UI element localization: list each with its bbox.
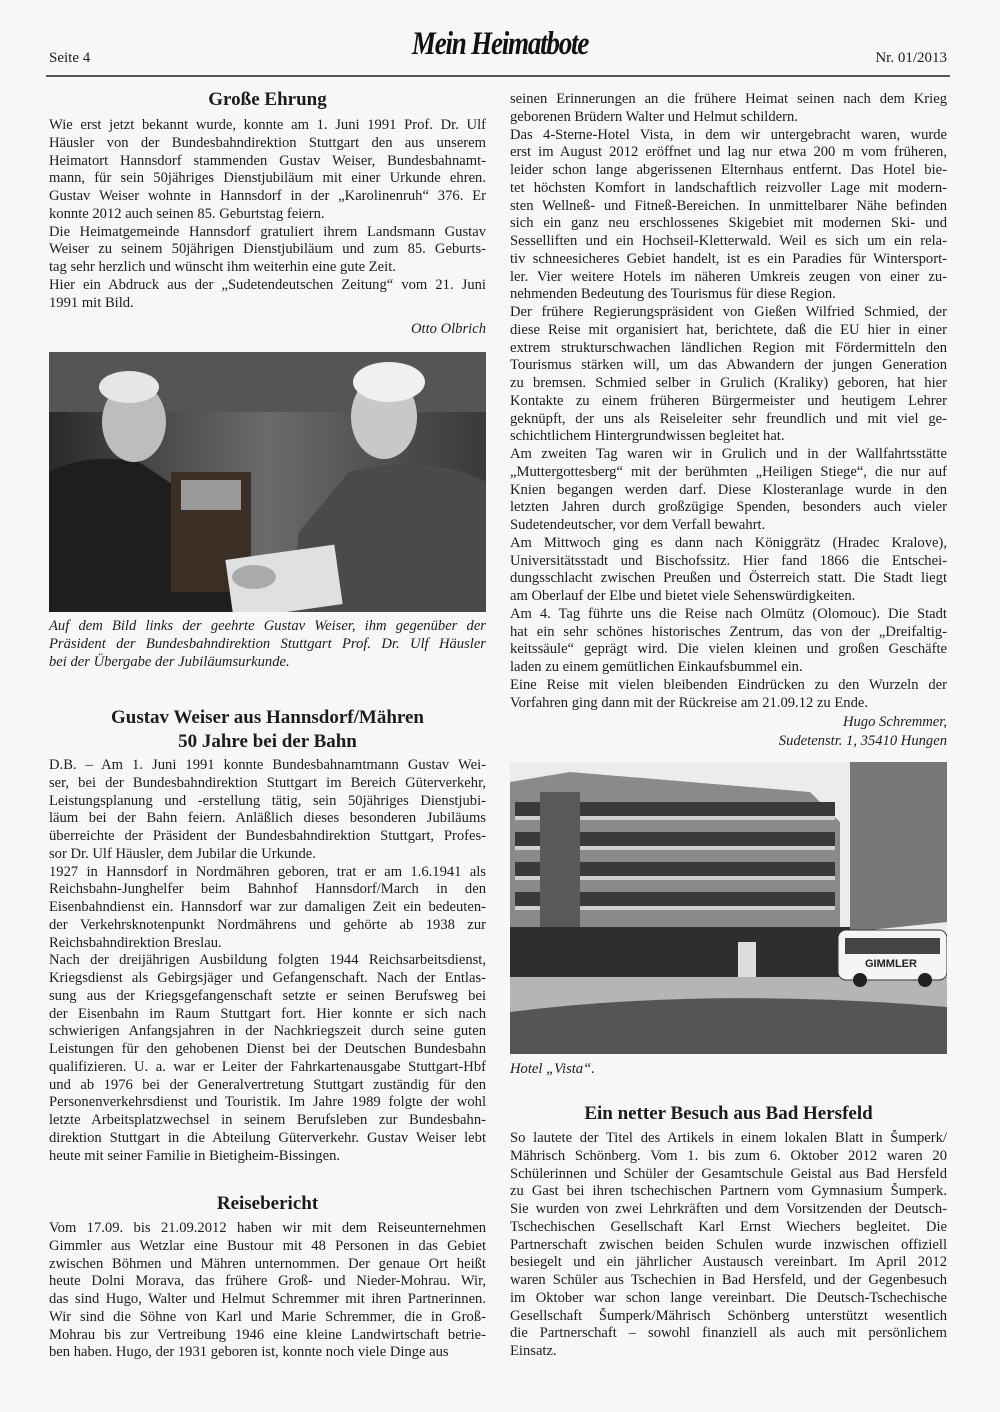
article-title-gustav-weiser-line2: 50 Jahre bei der Bahn <box>178 731 357 752</box>
text-line: Nach der dreijährigen Ausbildung folgten 1944 Reichsarbeitsdienst, <box>49 952 486 969</box>
caption-line: Präsident der Bundesbahndirektion Stuttgart Prof. Dr. Ulf Häusler <box>49 635 486 652</box>
text-line: zwischen Böhmen und Mähren unternommen. Der genaue Ort heißt <box>49 1255 486 1272</box>
text-line: extrem strukturschwachen ländlichen Region mit Fördermitteln den <box>510 339 947 356</box>
text-line: laden zu einem gemütlichen Einkaufsbummel ein. <box>510 659 803 675</box>
text-line: tiv schneesicheres Gebiet handelt, ist es ein Paradies für Wintersport- <box>510 250 947 267</box>
text-line: ser, bei der Bundesbahndirektion Stuttgart im Bereich Güterverkehr, <box>49 774 486 791</box>
article-body-bad-hersfeld <box>510 1130 947 1361</box>
text-line: Wir sind die Söhne von Karl und Marie Schremmer, die in Groß- <box>49 1308 486 1325</box>
article-author-address: Sudetenstr. 1, 35410 Hungen <box>778 733 947 749</box>
text-line: Einsatz. <box>510 1343 557 1359</box>
text-line: Personenverkehrsdienst und Touristik. Im Jahre 1989 folgte der wohl <box>49 1094 486 1111</box>
text-line: D.B. – Am 1. Juni 1991 konnte Bundesbahnamtmann Gustav Wei- <box>49 757 486 773</box>
text-line: ben haben. Hugo, der 1931 geboren ist, konnte noch viele Dinge aus <box>49 1344 449 1361</box>
text-line: nehmenden Bedeutung des Tourismus für diese Region. <box>510 286 836 303</box>
text-line: keitssäule“ geprägt wird. Die vielen kleinen und großen Geschäfte <box>510 641 947 658</box>
text-line: zu bremsen. Schmied selber in Grulich (Kraliky) geboren, hat hier <box>510 375 947 391</box>
article-body-reisebericht-part2 <box>510 91 947 712</box>
text-line: Tschechischen Gesellschaft Karl Ernst Wiechers begleitet. Die <box>510 1218 947 1235</box>
text-line: Hier ein Abdruck aus der „Sudetendeutschen Zeitung“ vom 21. Juni <box>49 276 486 293</box>
article-title-gustav-weiser-line1: Gustav Weiser aus Hannsdorf/Mähren <box>110 707 425 728</box>
text-line: schichtlichem Hintergrundwissen begleitet hat. <box>510 428 785 445</box>
text-line: Weiser zu seinem 50jährigen Dienstjubiläum und zum 85. Geburts- <box>49 241 486 258</box>
text-line: Tourismus stärken will, um das Abwandern der jungen Generation <box>510 357 947 374</box>
text-line: überreichte der Präsident der Bundesbahndirektion Stuttgart, Profes- <box>49 828 486 844</box>
text-line: Knien begangen werden darf. Diese Klosteranlage wurde in den <box>510 481 947 498</box>
text-line: Am 4. Tag führte uns die Reise nach Olmütz (Olomouc). Die Stadt <box>510 605 947 622</box>
text-line: Gustav Weiser wohnte in Hannsdorf in der „Karolinenruh“ 376. Er <box>49 188 486 204</box>
article-body-grosse-ehrung <box>49 117 486 312</box>
text-line: Heimatort Hannsdorf stammenden Gustav Weiser, Bundesbahnamt- <box>49 152 486 169</box>
text-line: schwierigen Anfangsjahren in der Nachkriegszeit durch seine guten <box>49 1023 486 1040</box>
text-line: zu Gast bei ihren tschechischen Partnern vom Gymnasium Šumperk. <box>510 1183 947 1200</box>
text-line: Kriegsdienst als Gebirgsjäger und Gefangenschaft. Nach der Entlas- <box>49 970 486 986</box>
photo-caption-hotel: Hotel „Vista“. <box>510 1061 595 1077</box>
text-line: dungsschlacht zwischen Preußen und Österreich statt. Die Stadt liegt <box>510 570 947 587</box>
article-title-bad-hersfeld: Ein netter Besuch aus Bad Hersfeld <box>584 1103 873 1124</box>
photo-award-ceremony <box>49 352 486 612</box>
article-author-name: Hugo Schremmer, <box>842 714 947 730</box>
photo-hotel-vista <box>510 762 947 1054</box>
text-line: Häusler von der Bundesbahndirektion Stuttgart den aus unserem <box>49 134 486 151</box>
text-line: heute mit seiner Familie in Bietigheim-Bissingen. <box>49 1147 341 1164</box>
text-line: geknüpft, der uns als Reiseleiter sehr freundlich und mit viel ge- <box>510 410 947 427</box>
text-line: erst im August 2012 eröffnet und lag nur etwa 200 m vom früheren, <box>510 144 947 161</box>
text-line: sor Dr. Ulf Häusler, dem Jubilar die Urkunde. <box>49 845 316 862</box>
article-body-gustav-weiser <box>49 757 486 1165</box>
text-line: leider schon lange abgerissenen Elternhaus entfernt. Das Hotel bie- <box>510 162 947 178</box>
text-line: letzten Jahren durch großzügige Spenden, besonders auch vieler <box>510 499 947 516</box>
article-title-reisebericht: Reisebericht <box>216 1193 319 1214</box>
text-line: tet höchsten Komfort in landschaftlich reizvoller Lage mit modern- <box>510 179 947 196</box>
text-line: Gesellschaft Šumperk/Mährisch Schönberg unterstützt wesentlich <box>510 1307 947 1324</box>
text-line: Gimmler aus Wetzlar eine Bustour mit 48 Personen in das Gebiet <box>49 1237 486 1254</box>
text-line: Kontakte zu einem früheren Bürgermeister und heutigem Lehrer <box>510 392 947 409</box>
text-line: 1991 mit Bild. <box>49 294 134 311</box>
newspaper-logo: Mein Heimatbote <box>411 26 589 62</box>
text-line: Das 4-Sterne-Hotel Vista, in dem wir untergebracht waren, wurde <box>510 126 947 143</box>
text-line: das sind Hugo, Walter und Helmut Schremmer mit ihren Partnerinnen. <box>49 1291 486 1307</box>
text-line: tag sehr herzlich und wünscht ihm weiterhin eine gute Zeit. <box>49 259 396 275</box>
article-body-reisebericht-part1 <box>49 1220 486 1362</box>
text-line: Leistungen für den gehobenen Dienst bei der Deutschen Bundesbahn <box>49 1041 486 1057</box>
text-line: im Oktober war schon lange vereinbart. Die Deutsch-Tschechische <box>510 1289 947 1306</box>
text-line: Die Heimatgemeinde Hannsdorf gratuliert ihrem Landsmann Gustav <box>49 223 486 240</box>
text-line: sten Wellneß- und Fitneß-Bereichen. In unmittelbarer Nähe befinden <box>510 197 947 214</box>
text-line: Schülerinnen und Schüler der Gesamtschule Geistal aus Bad Hersfeld <box>510 1165 947 1182</box>
text-line: Am Mittwoch ging es dann nach Königgrätz (Hradec Kralove), <box>510 534 947 551</box>
text-line: heute Dolni Morava, das frühere Groß- und Nieder-Mohrau. Wir, <box>49 1273 486 1290</box>
text-line: Eisenbahndienst ein. Hannsdorf war zur damaligen Zeit ein bedeuten- <box>49 899 486 915</box>
text-line: Reichsbahn-Junghelfer beim Bahnhof Hannsdorf/March in den <box>49 881 486 898</box>
text-line: qualifizieren. U. a. war er Leiter der Fahrkartenausgabe Stuttgart-Hbf <box>49 1058 486 1075</box>
text-line: konnte 2012 auch seinen 85. Geburtstag feiern. <box>49 205 325 222</box>
text-line: letzte Arbeitsplatzwechsel in seinem Berufsleben zur Bundesbahn- <box>49 1112 486 1128</box>
text-line: und ab 1976 bei der Generalvertretung Stuttgart zuständig für den <box>49 1076 486 1093</box>
text-line: „Muttergottesberg“ mit der berühmten „Heiligen Stiege“, die nur auf <box>510 463 947 480</box>
text-line: hat ein sehr schönes historisches Zentrum, das von der „Dreifaltig- <box>510 623 947 640</box>
caption-line: bei der Übergabe der Jubiläumsurkunde. <box>49 653 290 670</box>
text-line: Sudetendeutscher, vor dem Verfall bewahrt. <box>510 517 766 533</box>
text-line: sung aus der Kriegsgefangenschaft setzte er seinen Berufsweg bei <box>49 987 486 1004</box>
text-line: Wie erst jetzt bekannt wurde, konnte am 1. Juni 1991 Prof. Dr. Ulf <box>49 117 486 133</box>
page-number: Seite 4 <box>49 50 91 66</box>
text-line: Eine Reise mit vielen bleibenden Eindrücken zu den Wurzeln der <box>510 676 947 693</box>
text-line: sich ein ganz neu erschlossenes Skigebiet mit modernen Ski- und <box>510 215 947 232</box>
text-line: besiegelt und ein jährlicher Austausch vereinbart. Im April 2012 <box>510 1254 947 1271</box>
text-line: Am zweiten Tag waren wir in Grulich und in der Wallfahrtsstätte <box>510 446 947 462</box>
caption-line: Auf dem Bild links der geehrte Gustav Weiser, ihm gegenüber der <box>49 618 486 634</box>
text-line: Vorfahren ging dann mit der Rückreise am 21.09.12 zu Ende. <box>510 694 868 711</box>
text-line: seinen Erinnerungen an die frühere Heimat seinen nach dem Krieg <box>510 91 947 107</box>
text-line: geborenen Brüdern Walter und Helmut schildern. <box>510 108 798 125</box>
text-line: waren Schüler aus Tschechien in Bad Hersfeld, und der Gegenbesuch <box>510 1272 947 1288</box>
text-line: am Oberlauf der Elbe und bietet viele Sehenswürdigkeiten. <box>510 588 856 604</box>
text-line: direktion Stuttgart in die Abteilung Güterverkehr. Gustav Weiser lebt <box>49 1129 486 1146</box>
text-line: der Eisenbahn im Raum Stuttgart fort. Hier konnte er sich nach <box>49 1005 486 1022</box>
article-title-grosse-ehrung: Große Ehrung <box>208 89 327 110</box>
text-line: läum bei der Bahn feiern. Anläßlich dieses besonderen Jubiläums <box>49 810 486 827</box>
text-line: Sesselliften und ein Hochseil-Kletterwald. Weil es sich um ein rela- <box>510 233 947 249</box>
text-line: ler. Vier weitere Hotels im näheren Umkreis zeugen von einer zu- <box>510 268 947 285</box>
text-line: Mährisch Schönberg. Vom 1. bis zum 6. Oktober 2012 waren 20 <box>510 1147 947 1164</box>
text-line: 1927 in Hannsdorf in Nordmähren geboren, trat er am 1.6.1941 als <box>49 863 486 880</box>
text-line: Mohrau bis zur Vertreibung 1946 eine kleine Landwirtschaft betrie- <box>49 1326 486 1343</box>
text-line: mann, für sein 50jähriges Dienstjubiläum mit einer Urkunde ehren. <box>49 170 486 187</box>
text-line: die Partnerschaft – sowohl finanziell als auch mit persönlichem <box>510 1325 947 1342</box>
text-line: der Verkehrsknotenpunkt Nordmährens und gehörte ab 1938 zur <box>49 916 486 933</box>
text-line: Sie wurden von zwei Lehrkräften und dem Vorsitzenden der Deutsch- <box>510 1201 947 1217</box>
bus-sign-text: GIMMLER <box>865 958 917 970</box>
text-line: Partnerschaft zwischen beiden Schulen wurde inzwischen offiziell <box>510 1236 947 1253</box>
header-rule <box>46 75 950 77</box>
article-author: Otto Olbrich <box>411 321 486 337</box>
text-line: So lautete der Titel des Artikels in einem lokalen Blatt in Šumperk/ <box>510 1130 947 1146</box>
text-line: Reichsbahndirektion Breslau. <box>49 934 222 951</box>
text-line: diese Reise mit organisiert hat, berichtete, daß die EU hier in einer <box>510 321 947 338</box>
text-line: Der frühere Regierungspräsident von Gießen Wilfried Schmied, der <box>510 304 947 320</box>
text-line: Vom 17.09. bis 21.09.2012 haben wir mit dem Reiseunternehmen <box>49 1220 486 1236</box>
text-line: Universitätsstadt und Bischofssitz. Hier fand 1866 die Entschei- <box>510 552 947 569</box>
photo-caption-award <box>49 618 486 671</box>
text-line: Leistungsplanung und -erstellung tätig, sein 50jähriges Dienstjubi- <box>49 792 486 809</box>
issue-number: Nr. 01/2013 <box>875 50 947 66</box>
